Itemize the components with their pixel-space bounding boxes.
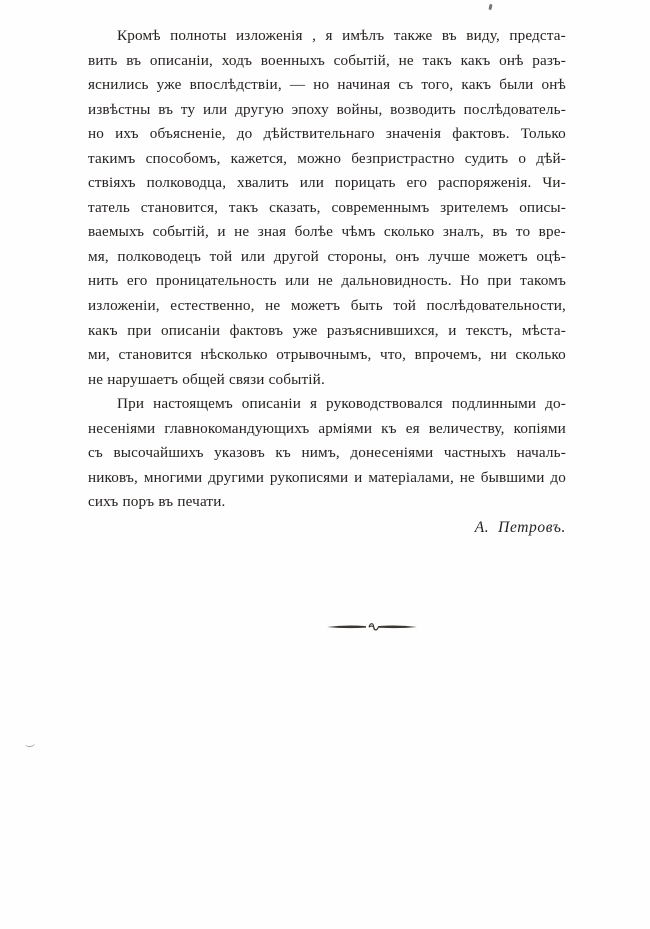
word: другими xyxy=(208,468,265,486)
word: предста- xyxy=(509,27,566,44)
word: какъ xyxy=(88,321,118,339)
word: и xyxy=(354,468,363,486)
word: какъ xyxy=(460,51,491,69)
word: мѣста- xyxy=(521,321,566,339)
scan-pen-mark-artifact xyxy=(25,739,36,747)
word: военныхъ xyxy=(260,51,325,69)
word: также xyxy=(393,27,433,44)
text-line xyxy=(88,248,566,273)
word: и xyxy=(217,223,226,241)
word: подлинными xyxy=(451,395,537,413)
word: объясненіе, xyxy=(149,125,226,143)
paragraph xyxy=(88,395,566,518)
word: сказать, xyxy=(269,198,321,216)
text-line xyxy=(88,420,566,445)
word: общей xyxy=(182,370,225,388)
word: сколько xyxy=(515,346,566,364)
text-line xyxy=(88,493,566,518)
word: онѣ xyxy=(541,76,566,94)
word: что, xyxy=(380,346,407,364)
word: ходъ xyxy=(221,51,253,69)
word: съ xyxy=(398,76,414,94)
word: стороны, xyxy=(327,247,387,265)
ornament-row xyxy=(88,618,566,636)
word: эпоху xyxy=(291,100,329,118)
word: можно xyxy=(297,149,342,167)
text-line xyxy=(88,52,566,77)
word: Только xyxy=(520,125,566,143)
word: той xyxy=(209,247,233,265)
word: послѣдовательности, xyxy=(426,297,566,315)
word: или xyxy=(203,100,228,118)
text-line xyxy=(88,125,566,150)
word: впослѣдствіи, xyxy=(189,76,282,94)
word: я xyxy=(309,395,318,413)
word: связи xyxy=(228,370,265,388)
word: главнокомандующихъ xyxy=(164,419,310,437)
word: извѣстны xyxy=(88,100,151,118)
word: указовъ xyxy=(214,444,265,462)
word: ми, xyxy=(88,346,110,364)
word: къ xyxy=(381,419,397,437)
word: его xyxy=(406,174,428,192)
word: разъяснившихся, xyxy=(326,321,439,339)
word: становится, xyxy=(140,198,219,216)
text-line xyxy=(88,27,566,52)
text-line xyxy=(88,76,566,101)
word: руководствовался xyxy=(326,395,443,413)
tailpiece-ornament-icon xyxy=(326,619,418,635)
text-line xyxy=(88,199,566,224)
word: сколько xyxy=(383,223,435,241)
text-line xyxy=(88,297,566,322)
word: При xyxy=(117,395,145,413)
word: полководца, xyxy=(146,174,227,192)
word: были xyxy=(499,76,534,94)
word: ствіяхъ xyxy=(88,174,136,192)
word: описаніи xyxy=(160,321,221,339)
word: событій, xyxy=(333,51,390,69)
word: настоящемъ xyxy=(153,395,233,413)
word: или xyxy=(240,247,266,265)
word: вре- xyxy=(538,223,566,241)
word: такъ xyxy=(228,198,259,216)
word: способомъ, xyxy=(145,149,221,167)
word: не xyxy=(317,272,333,290)
word: Кромѣ xyxy=(117,27,161,44)
word: рукописями xyxy=(269,468,349,486)
word: изложеніи, xyxy=(88,297,160,315)
text-line xyxy=(88,322,566,347)
word: Но xyxy=(460,272,479,290)
word: той xyxy=(393,297,416,315)
word: виду, xyxy=(466,27,500,44)
word: или xyxy=(285,272,310,290)
word: поръ xyxy=(122,493,155,511)
text-line xyxy=(88,174,566,199)
word: въ xyxy=(158,100,174,118)
word: быть xyxy=(350,297,383,315)
word: нѣсколько xyxy=(200,346,268,364)
word: разъ- xyxy=(532,51,566,69)
word: имѣлъ xyxy=(342,27,385,44)
word: изложенія xyxy=(236,27,303,44)
text-line xyxy=(88,223,566,248)
word: несеніями xyxy=(88,419,156,437)
word: кажется, xyxy=(230,149,288,167)
word: я xyxy=(325,27,333,44)
word: описаніи, xyxy=(149,51,213,69)
word: безпристрастно xyxy=(351,149,455,167)
word: величеству, xyxy=(428,419,505,437)
word: другой xyxy=(273,247,319,265)
word: оцѣ- xyxy=(536,247,566,265)
word: началь- xyxy=(516,444,566,462)
word: проницательность xyxy=(155,272,277,290)
word: и xyxy=(448,321,457,339)
word: зрителемъ xyxy=(440,198,509,216)
word: онъ xyxy=(395,247,420,265)
word: нимъ, xyxy=(301,444,340,462)
word: татель xyxy=(88,198,130,216)
word: онѣ xyxy=(499,51,524,69)
word: того, xyxy=(421,76,454,94)
text-line xyxy=(88,150,566,175)
text-line xyxy=(88,444,566,469)
word: къ xyxy=(275,444,291,462)
word: въ xyxy=(126,51,142,69)
word: до xyxy=(550,468,566,486)
word: въ xyxy=(441,27,457,44)
word: значенія xyxy=(385,125,442,143)
word: высочайшихъ xyxy=(113,444,204,462)
word: дѣй- xyxy=(536,149,566,167)
word: лучше xyxy=(427,247,470,265)
word: яснились xyxy=(88,76,149,94)
word: ея xyxy=(405,419,420,437)
word: или xyxy=(299,174,324,192)
word: въ xyxy=(158,493,174,511)
word: какъ xyxy=(461,76,492,94)
word: ту xyxy=(180,100,196,118)
word: арміями xyxy=(318,419,373,437)
word: съ xyxy=(88,444,103,462)
word: донесеніями xyxy=(350,444,434,462)
word: частныхъ xyxy=(443,444,507,462)
word: послѣдователь- xyxy=(463,100,566,118)
word: судить xyxy=(464,149,509,167)
word: печати. xyxy=(177,493,226,511)
word: описы- xyxy=(519,198,566,216)
word: его xyxy=(126,272,148,290)
word: нарушаетъ xyxy=(107,370,179,388)
word: полководецъ xyxy=(117,247,202,265)
word: хвалить xyxy=(237,174,289,192)
word: бывшими xyxy=(480,468,545,486)
word: отрывочнымъ, xyxy=(276,346,372,364)
paragraphs xyxy=(88,27,566,518)
word: копіями xyxy=(513,419,566,437)
word: текстъ, xyxy=(465,321,513,339)
word: Чи- xyxy=(542,174,566,192)
word: фактовъ xyxy=(229,321,284,339)
word: распоряженія. xyxy=(438,174,532,192)
text-line xyxy=(88,371,566,396)
word: — xyxy=(289,76,306,94)
word: такимъ xyxy=(88,149,136,167)
word: сихъ xyxy=(88,493,119,511)
word: порицать xyxy=(334,174,396,192)
author-signature: А. Петровъ. xyxy=(474,518,566,536)
word: вить xyxy=(88,51,118,69)
word: войны, xyxy=(336,100,383,118)
word: мя, xyxy=(88,247,109,265)
word: матеріалами, xyxy=(368,468,454,486)
word: уже xyxy=(292,321,318,339)
word: ни xyxy=(490,346,507,364)
word: многими xyxy=(143,468,203,486)
word: не xyxy=(88,370,104,388)
word: можетъ xyxy=(478,247,528,265)
word: до xyxy=(236,125,253,143)
word: ихъ xyxy=(115,125,139,143)
scan-speck-artifact xyxy=(488,4,492,10)
word: о xyxy=(518,149,527,167)
word: современнымъ xyxy=(331,198,430,216)
word: уже xyxy=(156,76,182,94)
word: полноты xyxy=(170,27,227,44)
word: зналъ, xyxy=(442,223,485,241)
word: дальновидность. xyxy=(341,272,452,290)
word: то xyxy=(515,223,531,241)
word: въ xyxy=(492,223,508,241)
word: не xyxy=(234,223,250,241)
text-line xyxy=(88,469,566,494)
word: событій. xyxy=(268,370,325,388)
paragraph xyxy=(88,27,566,395)
word: фактовъ. xyxy=(452,125,510,143)
word: становится xyxy=(118,346,192,364)
word: никовъ, xyxy=(88,468,138,486)
text-block xyxy=(88,27,566,636)
word: при xyxy=(127,321,152,339)
word: впрочемъ, xyxy=(414,346,482,364)
word: не xyxy=(265,297,281,315)
word: чѣмъ xyxy=(341,223,376,241)
word: описаніи xyxy=(241,395,301,413)
word: но xyxy=(88,125,105,143)
word: другую xyxy=(235,100,284,118)
word: такомъ xyxy=(520,272,566,290)
word: такъ xyxy=(422,51,452,69)
word: начиная xyxy=(337,76,391,94)
word: до- xyxy=(545,395,566,413)
word: можетъ xyxy=(290,297,341,315)
text-line xyxy=(88,395,566,420)
word: болѣе xyxy=(294,223,334,241)
word: , xyxy=(312,27,317,44)
word: ваемыхъ xyxy=(88,223,145,241)
word: дѣйствительнаго xyxy=(263,125,375,143)
word: но xyxy=(313,76,330,94)
text-line xyxy=(88,101,566,126)
word: нить xyxy=(88,272,119,290)
text-line xyxy=(88,272,566,297)
text-line xyxy=(88,346,566,371)
word: зная xyxy=(257,223,287,241)
word: не xyxy=(459,468,475,486)
word: событій, xyxy=(152,223,209,241)
word: при xyxy=(487,272,512,290)
word: естественно, xyxy=(170,297,255,315)
word: не xyxy=(398,51,414,69)
word: возводить xyxy=(390,100,456,118)
